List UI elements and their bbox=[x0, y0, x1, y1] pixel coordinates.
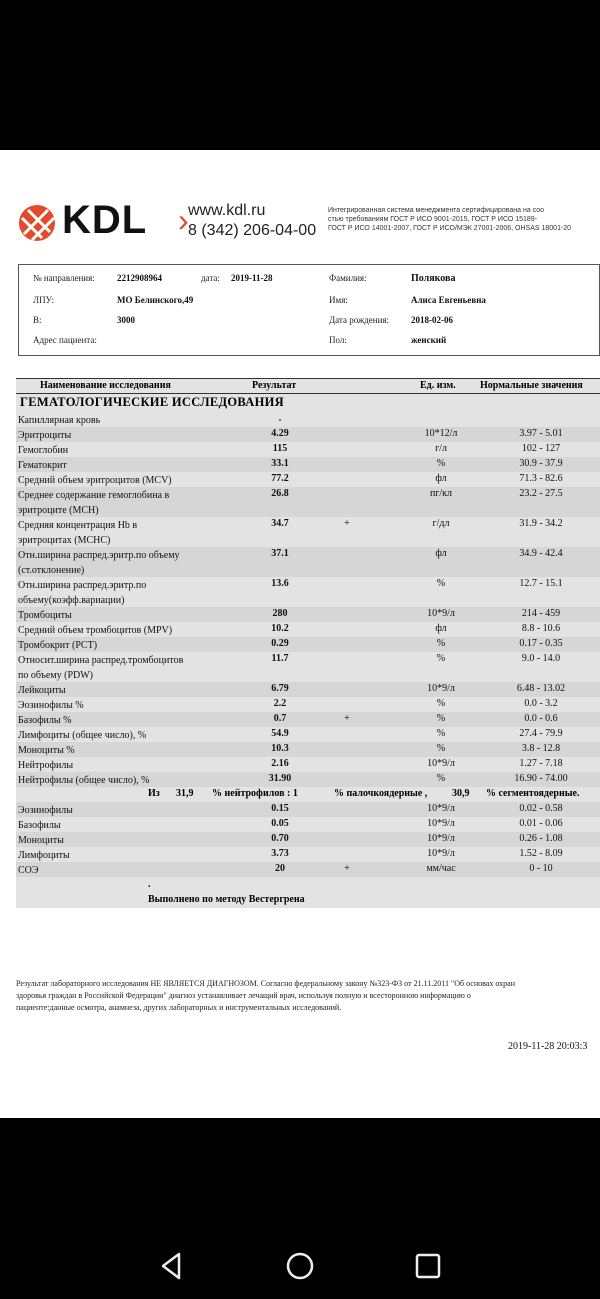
result-value: 11.7 bbox=[271, 653, 289, 664]
result-norm: 31.9 - 34.2 bbox=[519, 518, 563, 529]
result-norm: 3.97 - 5.01 bbox=[519, 428, 563, 439]
result-norm: 0.01 - 0.06 bbox=[519, 818, 563, 829]
result-value: 0.15 bbox=[271, 803, 289, 814]
result-norm: 16.90 - 74.00 bbox=[514, 773, 568, 784]
sex-label: Пол: bbox=[329, 335, 347, 345]
table-row bbox=[16, 772, 600, 787]
result-value: 0.7 bbox=[273, 713, 287, 724]
result-unit: % bbox=[436, 773, 446, 784]
result-flag: + bbox=[344, 863, 350, 874]
result-name: Относит.ширина распред.тромбоцитов bbox=[18, 655, 184, 666]
result-value: 26.8 bbox=[271, 488, 289, 499]
table-row bbox=[16, 472, 600, 487]
table-row bbox=[16, 457, 600, 472]
table-row bbox=[16, 862, 600, 877]
result-norm: 71.3 - 82.6 bbox=[519, 473, 563, 484]
result-name: Нейтрофилы bbox=[18, 760, 74, 771]
result-flag: + bbox=[344, 713, 350, 724]
table-row bbox=[16, 757, 600, 772]
date-value: 2019-11-28 bbox=[231, 273, 273, 283]
summary-t1: % нейтрофилов : 1 bbox=[212, 788, 298, 799]
col-result-header: Результат bbox=[252, 380, 297, 391]
result-name: Базофилы % bbox=[18, 715, 72, 726]
result-name: Гемоглобин bbox=[18, 445, 69, 456]
result-unit: г/л bbox=[435, 443, 447, 454]
table-header bbox=[16, 378, 600, 394]
home-icon[interactable] bbox=[284, 1250, 316, 1282]
b-value: 3000 bbox=[117, 315, 135, 325]
table-row bbox=[16, 697, 600, 712]
result-unit: % bbox=[436, 728, 446, 739]
result-norm: 0.0 - 3.2 bbox=[524, 698, 558, 709]
method-note: Выполнено по методу Вестергрена bbox=[148, 894, 305, 905]
table-row bbox=[16, 817, 600, 832]
result-norm: 12.7 - 15.1 bbox=[519, 578, 563, 589]
result-unit: 10*9/л bbox=[427, 608, 455, 619]
result-value: 280 bbox=[272, 608, 288, 619]
result-value: 3.73 bbox=[271, 848, 289, 859]
referral-value: 2212908964 bbox=[117, 273, 162, 283]
table-row bbox=[16, 487, 600, 517]
result-name: Эозинофилы bbox=[18, 805, 73, 816]
result-value: 20 bbox=[275, 863, 285, 874]
surname-value: Полякова bbox=[411, 273, 456, 284]
result-value: 4.29 bbox=[271, 428, 289, 439]
result-name: Лимфоциты (общее число), % bbox=[18, 730, 147, 741]
result-name: Моноциты bbox=[18, 835, 64, 846]
address-label: Адрес пациента: bbox=[33, 335, 97, 345]
result-unit: мм/час bbox=[426, 863, 456, 874]
result-name: Средний объем эритроцитов (MCV) bbox=[18, 475, 172, 486]
result-value: 33.1 bbox=[271, 458, 289, 469]
table-row bbox=[16, 712, 600, 727]
result-norm: 1.52 - 8.09 bbox=[519, 848, 563, 859]
summary-t2: % палочкоядерные , bbox=[334, 788, 428, 799]
summary-iz: Из bbox=[148, 788, 160, 799]
result-unit: фл bbox=[435, 623, 447, 634]
result-name: Лимфоциты bbox=[18, 850, 70, 861]
table-row bbox=[16, 802, 600, 817]
result-norm: 34.9 - 42.4 bbox=[519, 548, 563, 559]
table-row bbox=[16, 517, 600, 547]
referral-label: № направления: bbox=[33, 273, 95, 283]
result-value: 115 bbox=[272, 443, 288, 454]
result-norm: 1.27 - 7.18 bbox=[519, 758, 563, 769]
table-row bbox=[16, 847, 600, 862]
brand-chevron-icon: › bbox=[178, 202, 189, 238]
certification-note: Интегрированная система менеджмента сертифицирована на соо стью требованиям ГОСТ Р ИСО 9001-2015, ГОСТ Р ИСО 15189- ГОСТ Р ИСО 14001-2007, ГОСТ Р ИСО/МЭК 27001-2006, OHSAS 18001-20 bbox=[328, 207, 572, 232]
result-value: 10.3 bbox=[271, 743, 289, 754]
result-name: Эритроциты bbox=[18, 430, 72, 441]
result-value: 0.05 bbox=[271, 818, 289, 829]
result-name-cont: (ст.отклонение) bbox=[18, 565, 85, 576]
result-unit: % bbox=[436, 578, 446, 589]
result-name: Средняя концентрация Hb в bbox=[18, 520, 138, 531]
birth-label: Дата рождения: bbox=[329, 315, 390, 325]
result-name-cont: по объему (PDW) bbox=[18, 670, 94, 681]
result-name: Базофилы bbox=[18, 820, 61, 831]
back-icon[interactable] bbox=[155, 1250, 187, 1282]
result-name: Моноциты % bbox=[18, 745, 75, 756]
result-value: 10.2 bbox=[271, 623, 289, 634]
result-norm: 0 - 10 bbox=[529, 863, 553, 874]
result-norm: 214 - 459 bbox=[521, 608, 561, 619]
android-nav-bar bbox=[0, 1236, 600, 1296]
report-header bbox=[18, 200, 600, 244]
result-name-cont: эритроците (MCH) bbox=[18, 505, 99, 516]
results-table bbox=[16, 378, 600, 908]
result-norm: 30.9 - 37.9 bbox=[519, 458, 563, 469]
lpu-label: ЛПУ: bbox=[33, 295, 55, 305]
result-norm: 3.8 - 12.8 bbox=[521, 743, 561, 754]
result-name: Тромбокрит (PCT) bbox=[18, 640, 98, 651]
table-row bbox=[16, 547, 600, 577]
result-unit: 10*9/л bbox=[427, 758, 455, 769]
result-value: 34.7 bbox=[271, 518, 289, 529]
result-unit: фл bbox=[435, 473, 447, 484]
table-row bbox=[16, 442, 600, 457]
result-name: Нейтрофилы (общее число), % bbox=[18, 775, 150, 786]
result-name: Отн.ширина распред.эритр.по bbox=[18, 580, 147, 591]
result-name-cont: объему(коэфф.вариации) bbox=[18, 595, 125, 606]
result-unit: 10*9/л bbox=[427, 803, 455, 814]
table-row bbox=[16, 727, 600, 742]
table-row bbox=[16, 607, 600, 622]
result-unit: 10*12/л bbox=[424, 428, 458, 439]
result-norm: 0.17 - 0.35 bbox=[519, 638, 563, 649]
spacer-dot: . bbox=[148, 879, 151, 890]
name-value: Алиса Евгеньевна bbox=[411, 295, 486, 305]
result-name-cont: эритроцитах (MCHC) bbox=[18, 535, 111, 546]
table-row bbox=[16, 637, 600, 652]
result-norm: 102 - 127 bbox=[521, 443, 561, 454]
table-row bbox=[16, 832, 600, 847]
b-label: В: bbox=[33, 315, 42, 325]
lpu-value: МО Белинского,49 bbox=[117, 295, 194, 305]
result-norm: 0.02 - 0.58 bbox=[519, 803, 563, 814]
result-norm: 0.0 - 0.6 bbox=[524, 713, 558, 724]
kdl-logo-icon bbox=[18, 204, 56, 242]
result-unit: 10*9/л bbox=[427, 833, 455, 844]
result-value: 37.1 bbox=[271, 548, 289, 559]
summary-v1: 31,9 bbox=[176, 788, 194, 799]
result-unit: % bbox=[436, 743, 446, 754]
table-row bbox=[16, 427, 600, 442]
result-norm: 0.26 - 1.08 bbox=[519, 833, 563, 844]
summary-t3: % сегментоядерные. bbox=[486, 788, 580, 799]
disclaimer: Результат лабораторного исследования НЕ ЯВЛЯЕТСЯ ДИАГНОЗОМ. Согласно федеральному закону №323-ФЗ от 21.11.2011 "Об основах охран здоровья граждан в Российской Федерации" диагноз устанавливает лечащий врач, используя полную и всесторонною информацию о пациенте:данные осмотра, анамнеза, других лабораторных и инструментальных исследований. bbox=[16, 979, 515, 1012]
result-unit: 10*9/л bbox=[427, 848, 455, 859]
result-norm: 23.2 - 27.5 bbox=[519, 488, 563, 499]
result-flag: + bbox=[344, 518, 350, 529]
result-name: СОЭ bbox=[18, 865, 39, 876]
result-name: Средний объем тромбоцитов (MPV) bbox=[18, 625, 173, 636]
col-name-header: Наименование исследования bbox=[40, 380, 171, 391]
result-unit: 10*9/л bbox=[427, 683, 455, 694]
print-timestamp: 2019-11-28 20:03:3 bbox=[508, 1041, 588, 1052]
result-unit: 10*9/л bbox=[427, 818, 455, 829]
result-value: 2.2 bbox=[273, 698, 287, 709]
phone-number: 8 (342) 206-04-00 bbox=[188, 222, 317, 239]
result-unit: фл bbox=[435, 548, 447, 559]
result-unit: % bbox=[436, 653, 446, 664]
result-value: 6.79 bbox=[271, 683, 289, 694]
result-unit: пг/кл bbox=[429, 488, 453, 499]
surname-label: Фамилия: bbox=[329, 273, 367, 283]
result-value: . bbox=[278, 413, 282, 424]
result-name: Гематокрит bbox=[18, 460, 67, 471]
sex-value: женский bbox=[411, 335, 447, 345]
result-unit: % bbox=[436, 698, 446, 709]
result-name: Капиллярная кровь bbox=[18, 415, 101, 426]
result-norm: 6.48 - 13.02 bbox=[516, 683, 566, 694]
result-unit: % bbox=[436, 638, 446, 649]
result-value: 13.6 bbox=[271, 578, 289, 589]
name-label: Имя: bbox=[329, 295, 348, 305]
lab-report-sheet bbox=[0, 150, 600, 1118]
result-unit: г/дл bbox=[432, 518, 450, 529]
patient-info-box bbox=[18, 264, 600, 356]
col-unit-header: Ед. изм. bbox=[420, 380, 456, 391]
result-value: 31.90 bbox=[268, 773, 292, 784]
table-row bbox=[16, 622, 600, 637]
col-norm-header: Нормальные значения bbox=[480, 380, 583, 391]
result-norm: 27.4 - 79.9 bbox=[519, 728, 563, 739]
result-name: Тромбоциты bbox=[18, 610, 72, 621]
table-row bbox=[16, 412, 600, 427]
result-value: 0.70 bbox=[271, 833, 289, 844]
result-norm: 9.0 - 14.0 bbox=[521, 653, 561, 664]
neutrophil-summary bbox=[16, 787, 600, 802]
recents-icon[interactable] bbox=[412, 1250, 444, 1282]
table-row bbox=[16, 652, 600, 682]
table-row bbox=[16, 742, 600, 757]
result-name: Лейкоциты bbox=[18, 685, 66, 696]
summary-v2: 30,9 bbox=[452, 788, 470, 799]
website: www.kdl.ru bbox=[188, 202, 266, 219]
logo-text: KDL bbox=[62, 198, 148, 242]
result-unit: % bbox=[436, 713, 446, 724]
result-value: 0.29 bbox=[271, 638, 289, 649]
result-value: 77.2 bbox=[271, 473, 289, 484]
table-row bbox=[16, 577, 600, 607]
section-title: ГЕМАТОЛОГИЧЕСКИЕ ИССЛЕДОВАНИЯ bbox=[20, 395, 284, 409]
result-name: Эозинофилы % bbox=[18, 700, 84, 711]
result-value: 2.16 bbox=[271, 758, 289, 769]
result-value: 54.9 bbox=[271, 728, 289, 739]
result-name: Среднее содержание гемоглобина в bbox=[18, 490, 170, 501]
result-name: Отн.ширина распред.эритр.по объему bbox=[18, 550, 180, 561]
birth-value: 2018-02-06 bbox=[411, 315, 453, 325]
result-unit: % bbox=[436, 458, 446, 469]
table-row bbox=[16, 682, 600, 697]
date-label: дата: bbox=[201, 273, 220, 283]
result-norm: 8.8 - 10.6 bbox=[521, 623, 561, 634]
